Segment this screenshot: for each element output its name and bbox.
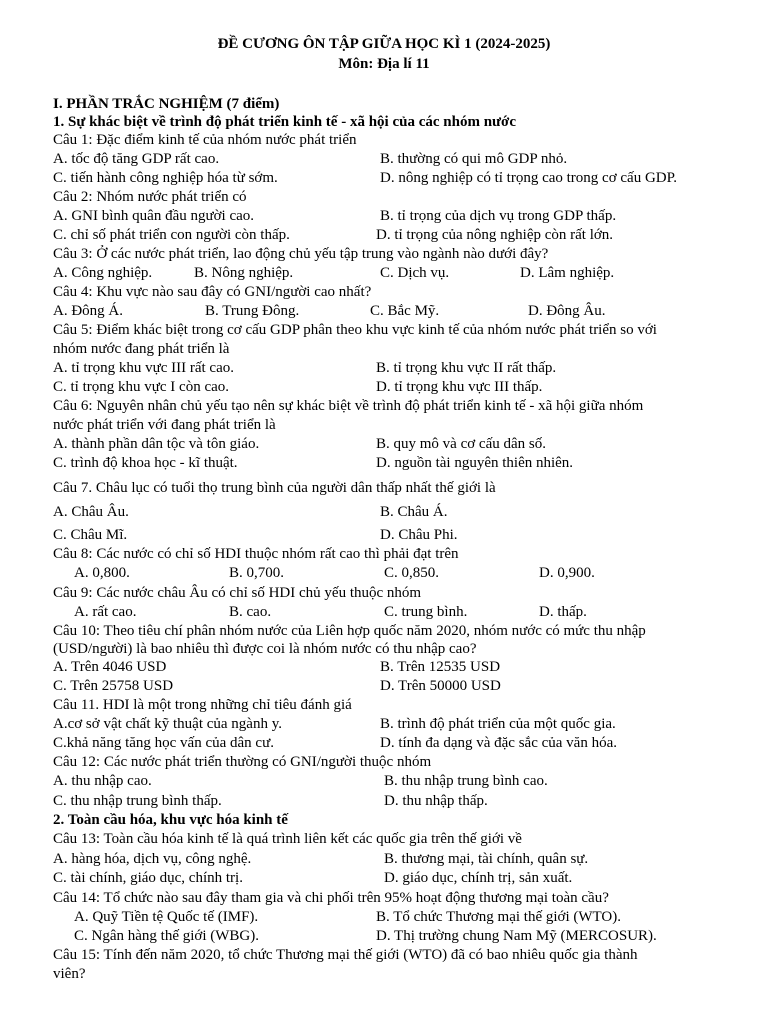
option-a: A. Quỹ Tiền tệ Quốc tế (IMF). — [74, 909, 259, 925]
question-stem-continued: (USD/người) là bao nhiêu thì được coi là nhóm nước có thu nhập cao? — [53, 641, 477, 657]
option-d: D. Thị trường chung Nam Mỹ (MERCOSUR). — [376, 928, 657, 944]
option-b: B. 0,700. — [229, 565, 285, 581]
document-title: ĐỀ CƯƠNG ÔN TẬP GIỮA HỌC KÌ 1 (2024-2025) — [217, 36, 551, 52]
option-b: B. Trên 12535 USD — [380, 659, 501, 675]
option-b: B. Châu Á. — [380, 504, 448, 520]
option-c: C. trình độ khoa học - kĩ thuật. — [53, 455, 238, 471]
option-c: C. Ngân hàng thế giới (WBG). — [74, 928, 259, 944]
question-stem-continued: nhóm nước đang phát triển là — [53, 341, 230, 357]
option-c: C. Châu Mĩ. — [53, 527, 128, 543]
question-stem: Câu 2: Nhóm nước phát triển có — [53, 189, 247, 205]
question-stem: Câu 15: Tính đến năm 2020, tổ chức Thương mại thế giới (WTO) đã có bao nhiêu quốc gia thành — [53, 947, 638, 963]
part-heading-2: 2. Toàn cầu hóa, khu vực hóa kinh tế — [53, 812, 288, 828]
question-stem: Câu 6: Nguyên nhân chủ yếu tạo nên sự khác biệt về trình độ phát triển kinh tế - xã hội giữa nhóm — [53, 398, 644, 414]
question-stem: Câu 4: Khu vực nào sau đây có GNI/người cao nhất? — [53, 284, 372, 300]
option-d: D. Đông Âu. — [528, 303, 606, 319]
option-b: B. thường có qui mô GDP nhỏ. — [380, 151, 568, 167]
option-b: B. thu nhập trung bình cao. — [384, 773, 548, 789]
option-d: D. tính đa dạng và đặc sắc của văn hóa. — [380, 735, 617, 751]
option-d: D. nông nghiệp có tỉ trọng cao trong cơ cấu GDP. — [380, 170, 678, 186]
question-stem: Câu 12: Các nước phát triển thường có GNI/người thuộc nhóm — [53, 754, 432, 770]
option-c: C. tiến hành công nghiệp hóa từ sớm. — [53, 170, 278, 186]
option-a: A.cơ sở vật chất kỹ thuật của ngành y. — [53, 716, 282, 732]
option-a: A. 0,800. — [74, 565, 130, 581]
option-b: B. Tổ chức Thương mại thế giới (WTO). — [376, 909, 622, 925]
option-d: D. thu nhập thấp. — [384, 793, 488, 809]
option-b: B. Nông nghiệp. — [194, 265, 294, 281]
option-b: B. trình độ phát triển của một quốc gia. — [380, 716, 616, 732]
option-a: A. tỉ trọng khu vực III rất cao. — [53, 360, 234, 376]
question-stem: Câu 8: Các nước có chỉ số HDI thuộc nhóm rất cao thì phải đạt trên — [53, 546, 459, 562]
option-a: A. thu nhập cao. — [53, 773, 152, 789]
option-b: B. cao. — [229, 604, 272, 620]
option-d: D. giáo dục, chính trị, sản xuất. — [384, 870, 573, 886]
option-c: C. tài chính, giáo dục, chính trị. — [53, 870, 243, 886]
option-b: B. tỉ trọng của dịch vụ trong GDP thấp. — [380, 208, 617, 224]
option-c: C. chỉ số phát triển con người còn thấp. — [53, 227, 290, 243]
option-c: C. trung bình. — [384, 604, 468, 620]
option-a: A. Châu Âu. — [53, 504, 129, 520]
option-a: A. Công nghiệp. — [53, 265, 153, 281]
option-a: A. GNI bình quân đầu người cao. — [53, 208, 255, 224]
option-d: D. Lâm nghiệp. — [520, 265, 615, 281]
option-c: C. thu nhập trung bình thấp. — [53, 793, 222, 809]
option-b: B. thương mại, tài chính, quân sự. — [384, 851, 589, 867]
option-a: A. tốc độ tăng GDP rất cao. — [53, 151, 220, 167]
question-stem: Câu 7. Châu lục có tuổi thọ trung bình của người dân thấp nhất thế giới là — [53, 480, 496, 496]
question-stem: Câu 9: Các nước châu Âu có chỉ số HDI chủ yếu thuộc nhóm — [53, 585, 422, 601]
question-stem: Câu 10: Theo tiêu chí phân nhóm nước của Liên hợp quốc năm 2020, nhóm nước có mức thu nhập — [53, 623, 646, 639]
section-heading: I. PHẦN TRẮC NGHIỆM (7 điểm) — [53, 96, 280, 112]
option-b: B. quy mô và cơ cấu dân số. — [376, 436, 546, 452]
option-a: A. Đông Á. — [53, 303, 123, 319]
question-stem: Câu 5: Điểm khác biệt trong cơ cấu GDP phân theo khu vực kinh tế của nhóm nước phát triển so với — [53, 322, 657, 338]
question-stem-continued: viên? — [53, 966, 86, 982]
option-c: C. Bắc Mỹ. — [370, 303, 440, 319]
option-d: D. Châu Phi. — [380, 527, 458, 543]
option-c: C. 0,850. — [384, 565, 440, 581]
option-d: D. 0,900. — [539, 565, 595, 581]
option-c: C. tỉ trọng khu vực I còn cao. — [53, 379, 230, 395]
option-c: C.khả năng tăng học vấn của dân cư. — [53, 735, 274, 751]
option-d: D. tỉ trọng khu vực III thấp. — [376, 379, 543, 395]
option-d: D. thấp. — [539, 604, 587, 620]
question-stem: Câu 3: Ở các nước phát triển, lao động chủ yếu tập trung vào ngành nào dưới đây? — [53, 246, 549, 262]
option-b: B. Trung Đông. — [205, 303, 300, 319]
option-d: D. tỉ trọng của nông nghiệp còn rất lớn. — [376, 227, 614, 243]
option-a: A. thành phần dân tộc và tôn giáo. — [53, 436, 260, 452]
option-a: A. hàng hóa, dịch vụ, công nghệ. — [53, 851, 252, 867]
option-c: C. Dịch vụ. — [380, 265, 450, 281]
question-stem: Câu 11. HDI là một trong những chỉ tiêu đánh giá — [53, 697, 352, 713]
option-a: A. rất cao. — [74, 604, 137, 620]
part-heading-1: 1. Sự khác biệt về trình độ phát triển kinh tế - xã hội của các nhóm nước — [53, 114, 517, 130]
option-c: C. Trên 25758 USD — [53, 678, 174, 694]
question-stem: Câu 1: Đặc điểm kinh tế của nhóm nước phát triển — [53, 132, 357, 148]
option-b: B. tỉ trọng khu vực II rất thấp. — [376, 360, 557, 376]
document-subject: Môn: Địa lí 11 — [338, 56, 430, 72]
question-stem: Câu 13: Toàn cầu hóa kinh tế là quá trình liên kết các quốc gia trên thế giới về — [53, 831, 522, 847]
option-d: D. nguồn tài nguyên thiên nhiên. — [376, 455, 574, 471]
option-d: D. Trên 50000 USD — [380, 678, 501, 694]
question-stem: Câu 14: Tổ chức nào sau đây tham gia và chi phối trên 95% hoạt động thương mại toàn cầu? — [53, 890, 609, 906]
question-stem-continued: nước phát triển với đang phát triển là — [53, 417, 276, 433]
option-a: A. Trên 4046 USD — [53, 659, 167, 675]
